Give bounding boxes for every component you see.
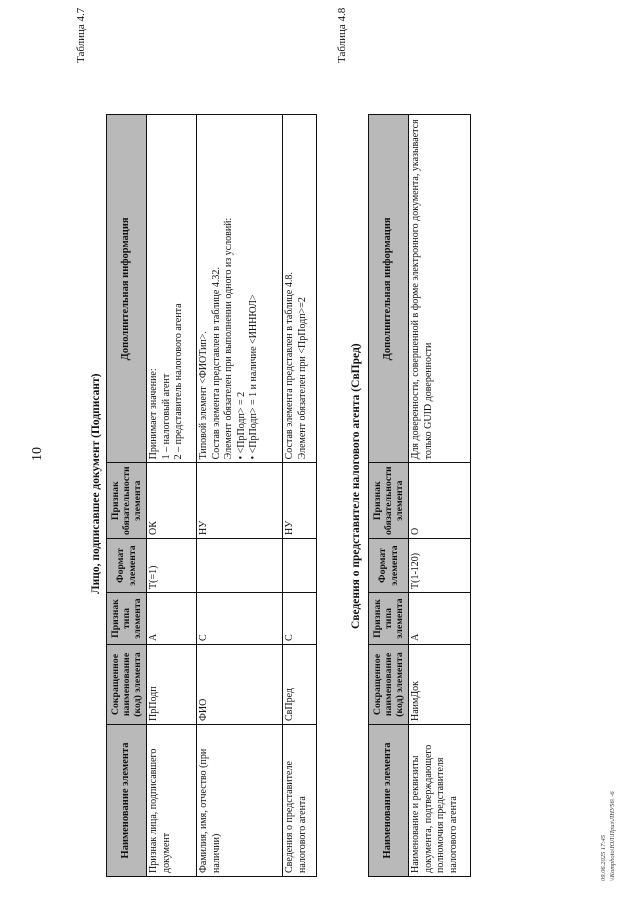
footer-line: 09.06.2025 17:45 (600, 834, 607, 881)
cell-info (197, 115, 283, 463)
info-line: 1 – налоговый агент (160, 373, 172, 460)
table2-caption: Сведения о представителе налогового агента (СвПред) (350, 343, 362, 629)
table-row (197, 115, 283, 877)
cell-required: ОК (147, 463, 197, 539)
cell-name: Наименование и реквизиты документа, подтверждающего полномочия представителя налогового агента (409, 725, 471, 877)
cell-format: T(=1) (147, 539, 197, 593)
header-info: Дополнительная информация (107, 115, 147, 463)
cell-name: Фамилия, имя, отчество (при наличии) (197, 725, 283, 877)
info-line: Элемент обязателен при выполнении одного из условий: (223, 217, 234, 460)
table2 (368, 114, 471, 877)
header-type: Признак типа элемента (369, 593, 409, 645)
header-required: Признак обязательности элемента (107, 463, 147, 539)
table1-caption: Лицо, подписавшее документ (Подписант) (90, 373, 102, 594)
cell-required: О (409, 463, 471, 539)
table1-header-row (107, 115, 147, 877)
cell-type: С (197, 593, 283, 645)
header-name: Наименование элемента (369, 725, 409, 877)
cell-info (147, 115, 197, 463)
table2-label: Таблица 4.8 (336, 7, 348, 63)
header-type: Признак типа элемента (107, 593, 147, 645)
cell-info: Для доверенности, совершенной в форме электронного документа, указывается только GUID доверенности (409, 115, 471, 463)
info-line: Состав элемента представлен в таблице 4.32. (210, 267, 222, 460)
header-info: Дополнительная информация (369, 115, 409, 463)
info-line: Состав элемента представлен в таблице 4.8. (284, 272, 295, 460)
header-code: Сокращенное наименование (код) элемента (369, 645, 409, 725)
cell-type: А (409, 593, 471, 645)
table2-header-row (369, 115, 409, 877)
table1-label: Таблица 4.7 (75, 7, 87, 63)
footer-note (600, 661, 618, 881)
header-format: Формат элемента (369, 539, 409, 593)
cell-code: НаимДок (409, 645, 471, 725)
cell-format: T(1-120) (409, 539, 471, 593)
table-row (283, 115, 317, 877)
cell-code: СвПред (283, 645, 317, 725)
info-line: • <ПрПодп> = 2 (235, 391, 247, 460)
page-number: 10 (30, 447, 45, 461)
cell-name: Сведения о представителе налогового агента (283, 725, 317, 877)
info-line: Элемент обязателен при <ПрПодп>=2 (296, 297, 308, 460)
info-line: • <ПрПодп> = 1 и наличие <ИННЮЛ> (248, 294, 259, 460)
cell-required: НУ (197, 463, 283, 539)
info-line: Принимает значение: (148, 368, 159, 460)
cell-type: А (147, 593, 197, 645)
info-line: Типовой элемент <ФИОТип>. (198, 331, 209, 460)
footer-line: \\Komphoto\ЮЛ\Приз\ЛНУ56\ -6 (608, 791, 616, 881)
header-required: Признак обязательности элемента (369, 463, 409, 539)
cell-code: ФИО (197, 645, 283, 725)
info-line: 2 – представитель налогового агента (173, 303, 184, 460)
header-format: Формат элемента (107, 539, 147, 593)
header-code: Сокращенное наименование (код) элемента (107, 645, 147, 725)
cell-required: НУ (283, 463, 317, 539)
cell-type: С (283, 593, 317, 645)
cell-format (197, 539, 283, 593)
cell-name: Признак лица, подписавшего документ (147, 725, 197, 877)
table1 (106, 114, 317, 877)
cell-info (283, 115, 317, 463)
cell-format (283, 539, 317, 593)
header-name: Наименование элемента (107, 725, 147, 877)
table-row (409, 115, 471, 877)
table-row (147, 115, 197, 877)
cell-code: ПрПодп (147, 645, 197, 725)
